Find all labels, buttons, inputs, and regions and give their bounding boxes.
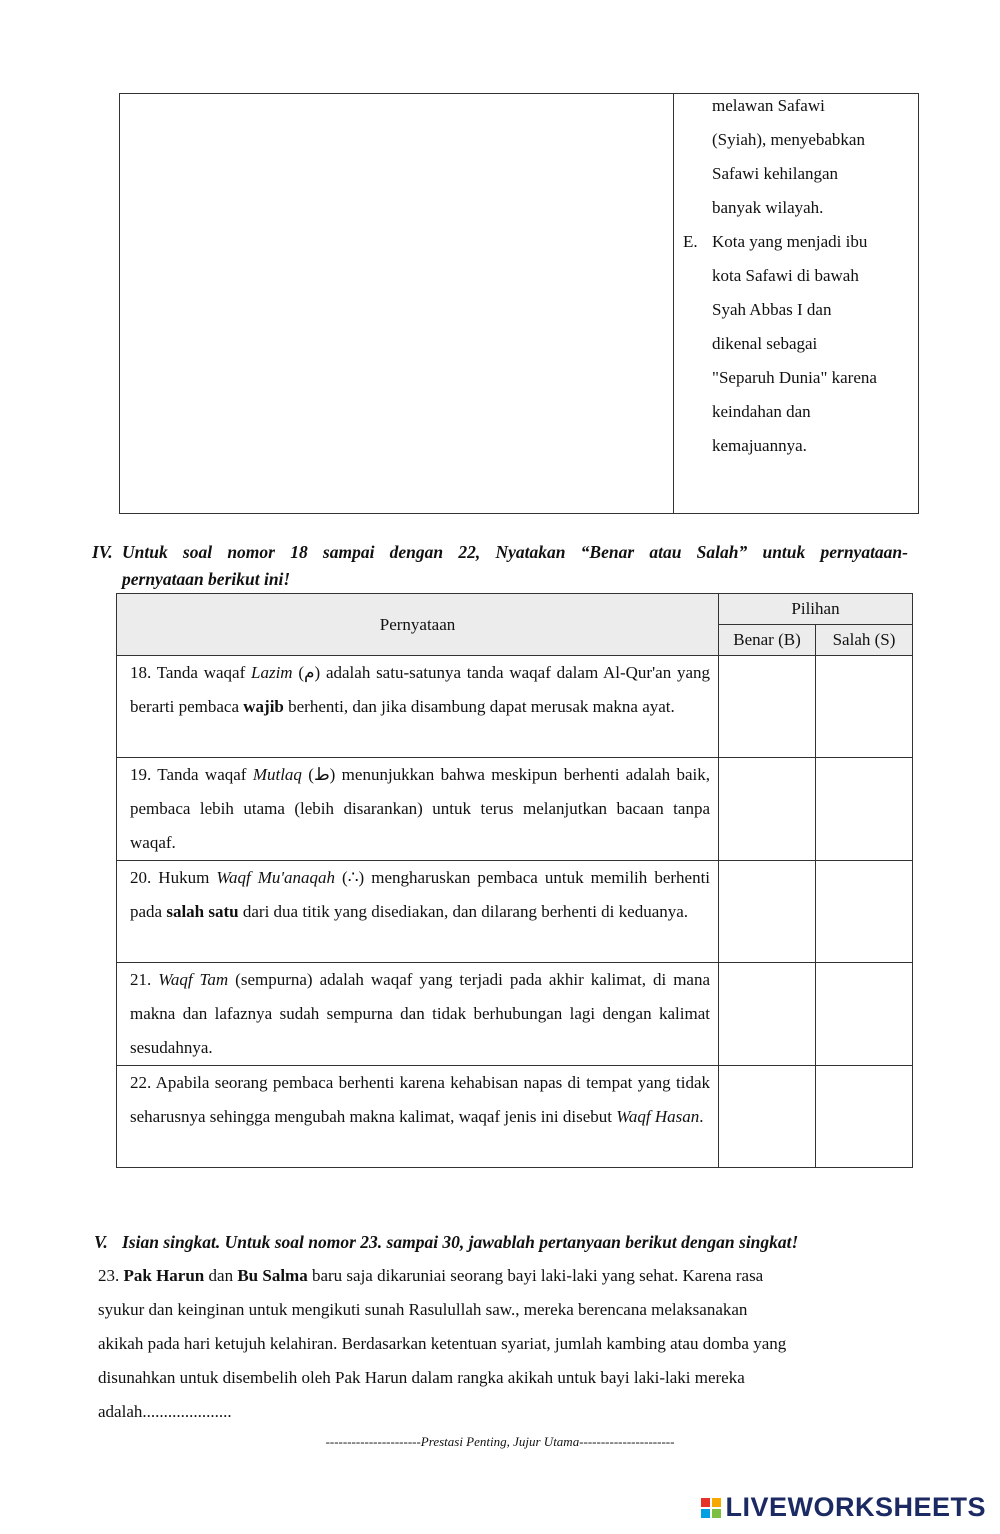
logo-square [701, 1498, 710, 1507]
answer-true-22[interactable] [719, 1066, 816, 1168]
logo-square [712, 1498, 721, 1507]
option-e-line: Syah Abbas I dan [712, 300, 832, 319]
section-v-heading: Isian singkat. Untuk soal nomor 23. sampai 30, jawablah pertanyaan berikut dengan singkat! [122, 1232, 799, 1252]
answer-false-22[interactable] [816, 1066, 913, 1168]
option-d-line: banyak wilayah. [712, 198, 824, 217]
liveworksheets-logo-icon [701, 1498, 721, 1518]
liveworksheets-watermark [701, 1492, 986, 1523]
option-d-line: Safawi kehilangan [712, 164, 839, 183]
question-23-answer-blank[interactable]: adalah..................... [98, 1402, 232, 1421]
table-row [117, 861, 913, 963]
statement-20: 20. Hukum Waqf Mu'anaqah (∴) mengharuskan pembaca untuk memilih berhenti pada salah satu dari dua titik yang disediakan, dan dilarang berhenti di keduanya. [117, 861, 719, 963]
true-false-table [116, 593, 913, 1168]
answer-options-table [119, 93, 919, 514]
option-e-letter: E. [683, 232, 698, 251]
footer-motto: ----------------------Prestasi Penting, Jujur Utama---------------------- [325, 1434, 675, 1449]
answer-false-21[interactable] [816, 963, 913, 1066]
section-v-number: V. [94, 1232, 108, 1252]
section-iv-heading-line1: Untuk soal nomor 18 sampai dengan 22, Nyatakan “Benar atau Salah” untuk pernyataan- [122, 542, 908, 562]
header-false: Salah (S) [816, 625, 913, 656]
statement-21: 21. Waqf Tam (sempurna) adalah waqaf yang terjadi pada akhir kalimat, di mana makna dan lafaznya sudah sempurna dan tidak berhubungan lagi dengan kalimat sesudahnya. [117, 963, 719, 1066]
table-row [117, 1066, 913, 1168]
logo-square [701, 1509, 710, 1518]
table-row [117, 963, 913, 1066]
option-e-line: keindahan dan [712, 402, 811, 421]
watermark-text: LIVEWORKSHEETS [725, 1492, 986, 1522]
option-e-line: dikenal sebagai [712, 334, 818, 353]
answer-true-21[interactable] [719, 963, 816, 1066]
answer-true-20[interactable] [719, 861, 816, 963]
header-true: Benar (B) [719, 625, 816, 656]
section-iv-heading-line2: pernyataan berikut ini! [122, 569, 291, 589]
header-statement: Pernyataan [117, 594, 719, 656]
question-23-line2: syukur dan keinginan untuk mengikuti sunah Rasulullah saw., mereka berencana melaksanakan [98, 1300, 748, 1319]
header-choice: Pilihan [719, 594, 913, 625]
option-e-line: kota Safawi di bawah [712, 266, 859, 285]
question-23-line1: 23. Pak Harun dan Bu Salma baru saja dikaruniai seorang bayi laki-laki yang sehat. Karena rasa [98, 1266, 764, 1285]
option-d-line: (Syiah), menyebabkan [712, 130, 865, 149]
statement-19: 19. Tanda waqaf Mutlaq (ط) menunjukkan bahwa meskipun berhenti adalah baik, pembaca lebih utama (lebih disarankan) untuk terus melanjutkan bacaan tanpa waqaf. [117, 758, 719, 861]
answer-false-19[interactable] [816, 758, 913, 861]
section-iv-number: IV. [92, 542, 113, 562]
statement-18: 18. Tanda waqaf Lazim (م) adalah satu-satunya tanda waqaf dalam Al-Qur'an yang berarti pembaca wajib berhenti, dan jika disambung dapat merusak makna ayat. [117, 656, 719, 758]
table-row [117, 656, 913, 758]
table-row [117, 758, 913, 861]
answer-false-18[interactable] [816, 656, 913, 758]
option-d-line: melawan Safawi [712, 96, 825, 115]
statement-22: 22. Apabila seorang pembaca berhenti karena kehabisan napas di tempat yang tidak seharusnya sehingga mengubah makna kalimat, waqaf jenis ini disebut Waqf Hasan. [117, 1066, 719, 1168]
answer-false-20[interactable] [816, 861, 913, 963]
question-23-line3: akikah pada hari ketujuh kelahiran. Berdasarkan ketentuan syariat, jumlah kambing atau domba yang [98, 1334, 787, 1353]
answer-true-19[interactable] [719, 758, 816, 861]
option-e-line: "Separuh Dunia" karena [712, 368, 877, 387]
logo-square [712, 1509, 721, 1518]
table-divider [673, 94, 674, 513]
question-23-line4: disunahkan untuk disembelih oleh Pak Harun dalam rangka akikah untuk bayi laki-laki mereka [98, 1368, 745, 1387]
option-e-line: Kota yang menjadi ibu [712, 232, 868, 251]
option-e-line: kemajuannya. [712, 436, 807, 455]
answer-true-18[interactable] [719, 656, 816, 758]
